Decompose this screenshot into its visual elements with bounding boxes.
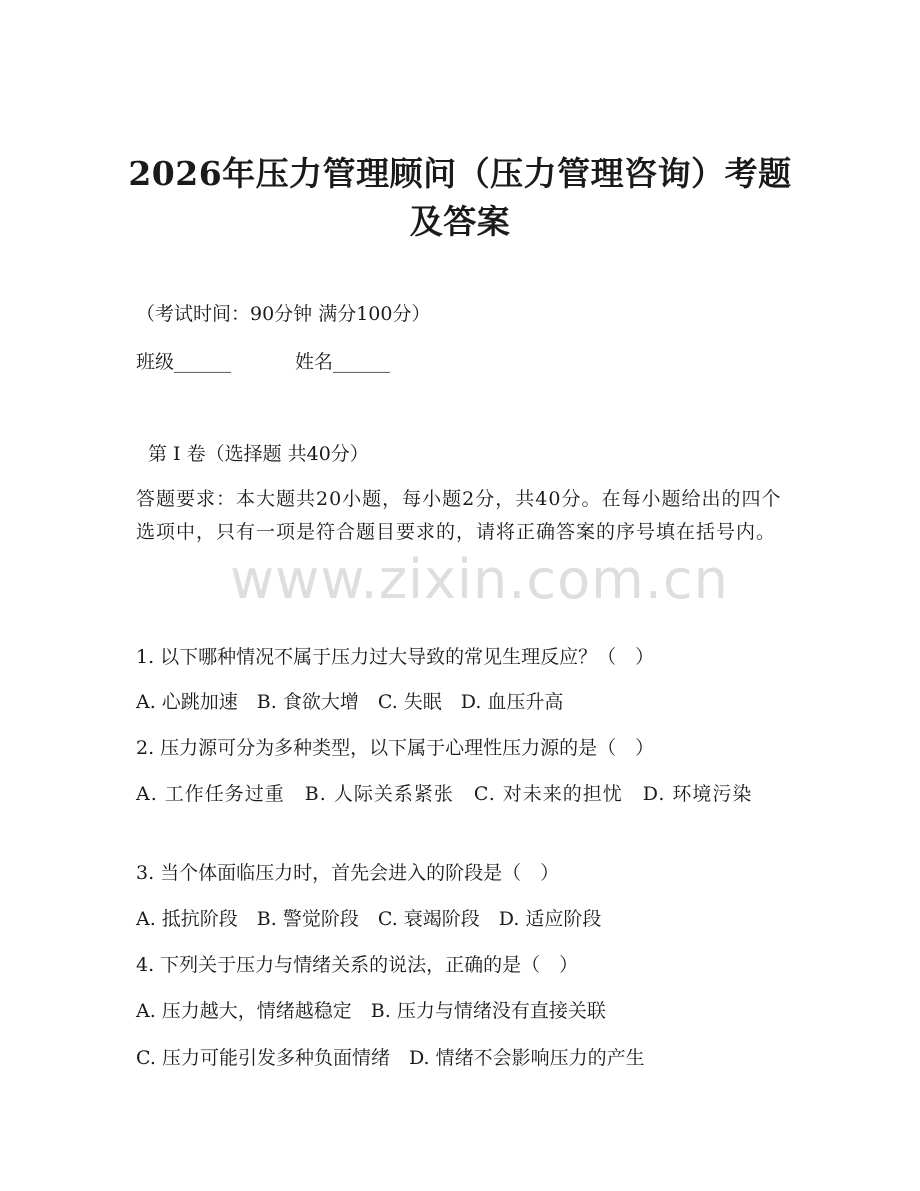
question-3-stem: 3. 当个体面临压力时，首先会进入的阶段是（ ） <box>136 862 560 884</box>
class-field-label: 班级______ <box>136 351 232 373</box>
question-1-stem: 1. 以下哪种情况不属于压力过大导致的常见生理反应？（ ） <box>136 646 655 668</box>
question-3-options: A. 抵抗阶段 B. 警觉阶段 C. 衰竭阶段 D. 适应阶段 <box>136 908 602 930</box>
question-2-stem: 2. 压力源可分为多种类型，以下属于心理性压力源的是（ ） <box>136 737 655 759</box>
section-heading: 第 I 卷（选择题 共40分） <box>148 443 369 465</box>
watermark: www.zixin.com.cn <box>230 548 729 611</box>
instructions: 答题要求：本大题共20小题，每小题2分，共40分。在每小题给出的四个选项中，只有一项是符合题目要求的，请将正确答案的序号填在括号内。 <box>136 488 782 543</box>
page-title: 2026年压力管理顾问（压力管理咨询）考题及答案 <box>128 154 792 241</box>
question-2-options: A. 工作任务过重 B. 人际关系紧张 C. 对未来的担忧 D. 环境污染 <box>136 783 753 805</box>
name-field-label: 姓名______ <box>295 351 391 373</box>
question-4-options-line2: C. 压力可能引发多种负面情绪 D. 情绪不会影响压力的产生 <box>136 1047 645 1069</box>
exam-info: （考试时间：90分钟 满分100分） <box>136 303 431 325</box>
question-4-options-line1: A. 压力越大，情绪越稳定 B. 压力与情绪没有直接关联 <box>136 1000 606 1022</box>
question-4-stem: 4. 下列关于压力与情绪关系的说法，正确的是（ ） <box>136 954 579 976</box>
question-1-options: A. 心跳加速 B. 食欲大增 C. 失眠 D. 血压升高 <box>136 691 564 713</box>
